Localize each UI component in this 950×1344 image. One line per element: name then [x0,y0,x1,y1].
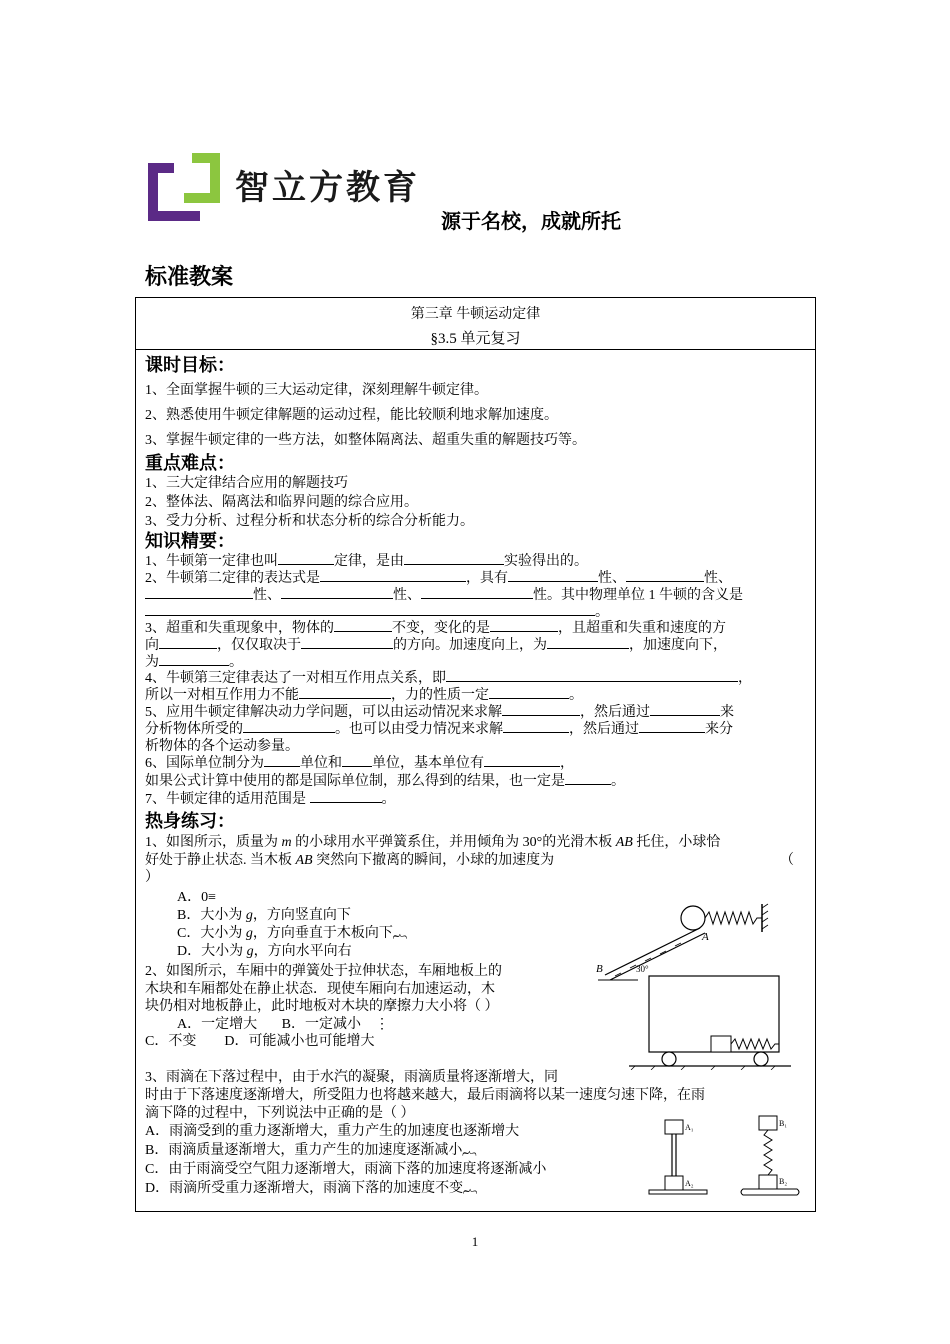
goals-heading: 课时目标： [145,355,235,376]
label-b2: B₂ [779,1177,788,1186]
ball-icon [681,906,705,930]
brand-name: 智立方教育 [235,168,420,208]
goal-item: 1、全面掌握牛顿的三大运动定律，深刻理解牛顿定律。 [145,383,488,398]
fill-blank[interactable] [342,752,372,767]
q1-paren-close: ） [145,870,159,885]
fill-blank[interactable] [404,550,504,565]
fill-blank[interactable] [281,584,393,599]
knowledge-heading: 知识精要： [145,531,235,552]
fill-blank[interactable] [626,567,704,582]
block-b1 [759,1116,777,1130]
fill-blank[interactable] [508,567,598,582]
logo-mark-icon [148,153,220,223]
wheel-icon [754,1052,768,1066]
fill-blank[interactable] [310,788,382,803]
fill-blank[interactable] [446,667,738,682]
goal-item: 2、熟悉使用牛顿定律解题的运动过程，能比较顺利地求解加速度。 [145,408,558,423]
knowledge-line-3a: 3、超重和失重现象中，物体的 不变，变化的是 ，且超重和失重和速度的方 [145,617,726,637]
fill-blank[interactable] [301,634,393,649]
q3-stem-line: 3、雨滴在下落过程中，由于水汽的凝聚，雨滴质量将逐渐增大，同 [145,1070,558,1085]
q2-stem-line: 2、如图所示，车厢中的弹簧处于拉伸状态，车厢地板上的 [145,964,502,979]
fill-blank[interactable] [278,550,334,565]
base-a [649,1190,707,1194]
fill-blank[interactable] [639,718,705,733]
q3-option-a[interactable]: A．雨滴受到的重力逐渐增大，重力产生的加速度也逐渐增大 [145,1124,520,1139]
knowledge-line-1: 1、牛顿第一定律也叫 定律，是由 实验得出的。 [145,550,588,570]
brand-logo [148,153,220,223]
fill-blank[interactable] [320,567,466,582]
page-number: 1 [471,1234,479,1249]
fill-blank[interactable] [484,752,560,767]
knowledge-line-3b: 向 ，仅仅取决于 的方向。加速度向上，为 ，加速度向下， [145,634,727,654]
warmup-heading: 热身练习： [145,811,235,832]
knowledge-line-7: 7、牛顿定律的适用范围是 。 [145,788,396,808]
q1-stem-line-2: 好处于静止状态. 当木板 AB 突然向下撤离的瞬间，小球的加速度为 [145,853,555,868]
fill-blank[interactable] [650,701,720,716]
q1-paren-open: （ [780,853,794,868]
label-b: B [596,963,603,975]
knowledge-line-6b: 如果公式计算中使用的都是国际单位制，那么得到的结果，也一定是 。 [145,770,625,790]
knowledge-line-2a: 2、牛顿第二定律的表达式是 ，具有 性、 性、 [145,567,732,587]
q3-stacks-figure [645,1112,810,1196]
label-angle: 30° [636,964,649,974]
q1-option-a[interactable]: A．0≡ [177,890,217,905]
fill-blank[interactable] [243,718,335,733]
knowledge-line-5b: 分析物体所受的 。也可以由受力情况来求解 ，然后通过 来分 [145,718,733,738]
keypoint-item: 2、整体法、隔离法和临界问题的综合应用。 [145,495,418,510]
block-a2 [665,1176,683,1190]
label-a1: A₁ [685,1123,694,1132]
fill-blank[interactable] [159,651,229,666]
doc-type-title: 标准教案 [145,265,234,290]
q3-option-d[interactable]: D．雨滴所受重力逐渐增大，雨滴下落的加速度不变︷ [145,1181,478,1196]
spring-icon [705,912,762,924]
fill-blank[interactable] [502,701,580,716]
knowledge-line-6a: 6、国际单位制分为 单位和 单位，基本单位有 ， [145,752,574,772]
knowledge-line-2b: 性、 性、 性。其中物理单位 1 牛顿的含义是 [145,584,743,604]
knowledge-line-4a: 4、牛顿第三定律表达了一对相互作用点关系，即 ， [145,667,752,687]
q3-stem-line: 滴下降的过程中，下列说法中正确的是（ ） [145,1106,415,1121]
label-b1: B₁ [779,1119,788,1128]
fill-blank[interactable] [145,584,253,599]
fill-blank[interactable] [334,617,392,632]
knowledge-line-3c: 为 。 [145,651,243,671]
incline-board-top [605,928,700,975]
block-b2 [759,1175,777,1189]
stack-spring-icon [764,1130,772,1175]
fill-blank[interactable] [489,684,569,699]
title-divider [135,349,816,350]
fill-blank[interactable] [159,634,217,649]
fill-blank[interactable] [145,601,595,616]
q3-option-b[interactable]: B．雨滴质量逐渐增大，重力产生的加速度逐渐减小︷ [145,1143,477,1158]
fill-blank[interactable] [264,752,300,767]
fill-blank[interactable] [565,770,611,785]
goal-item: 3、掌握牛顿定律的一些方法，如整体隔离法、超重失重的解题技巧等。 [145,433,586,448]
wall-hatch [762,904,768,929]
lesson-title: §3.5 单元复习 [430,331,521,347]
slogan: 源于名校，成就所托 [441,209,621,233]
knowledge-line-5c: 析物体的各个运动参量。 [145,739,299,754]
fill-blank[interactable] [299,684,391,699]
block-a1 [665,1120,683,1134]
keypoint-item: 3、受力分析、过程分析和状态分析的综合分析能力。 [145,514,474,529]
wheel-icon [662,1052,676,1066]
fill-blank[interactable] [490,617,558,632]
q2-options-ab[interactable]: A．一定增大 B．一定减小 ⋮ [177,1017,389,1032]
knowledge-line-4b: 所以一对相互作用力不能 ，力的性质一定 。 [145,684,583,704]
q1-option-d[interactable]: D．大小为 g，方向水平向右 [177,944,352,959]
q2-stem-line: 木块和车厢都处在静止状态．现使车厢向右加速运动，木 [145,982,495,997]
fill-blank[interactable] [547,634,629,649]
fill-blank[interactable] [503,718,569,733]
knowledge-line-5a: 5、应用牛顿定律解决动力学问题，可以由运动情况来求解 ，然后通过 来 [145,701,734,721]
q1-stem-line-1: 1、如图所示，质量为 m 的小球用水平弹簧系住，并用倾角为 30°的光滑木板 AB 托住，小球恰 [145,835,721,850]
base-b [741,1189,799,1195]
q1-option-b[interactable]: B．大小为 g，方向竖直向下 [177,908,351,923]
fill-blank[interactable] [421,584,533,599]
knowledge-line-2c: 。 [145,601,609,621]
keypoint-item: 1、三大定律结合应用的解题技巧 [145,476,348,491]
q3-option-c[interactable]: C．由于雨滴受空气阻力逐渐增大，雨滴下落的加速度将逐渐减小 [145,1162,547,1177]
q3-stem-line: 时由于下落速度逐渐增大，所受阻力也将越来越大，最后雨滴将以某一速度匀速下降，在雨 [145,1088,705,1103]
q2-stem-line: 块仍相对地板静止，此时地板对木块的摩擦力大小将（ ） [145,999,499,1014]
wood-block [711,1036,731,1052]
q2-carriage-figure [625,970,795,1070]
label-a2: A₂ [685,1179,694,1188]
q2-options-cd[interactable]: C．不变 D．可能减小也可能增大 [145,1034,375,1049]
chapter-title: 第三章 牛顿运动定律 [410,307,541,322]
label-a: A [702,931,709,943]
q1-option-c[interactable]: C．大小为 g，方向垂直于木板向下︷ [177,926,407,941]
keypoints-heading: 重点难点： [145,453,235,474]
